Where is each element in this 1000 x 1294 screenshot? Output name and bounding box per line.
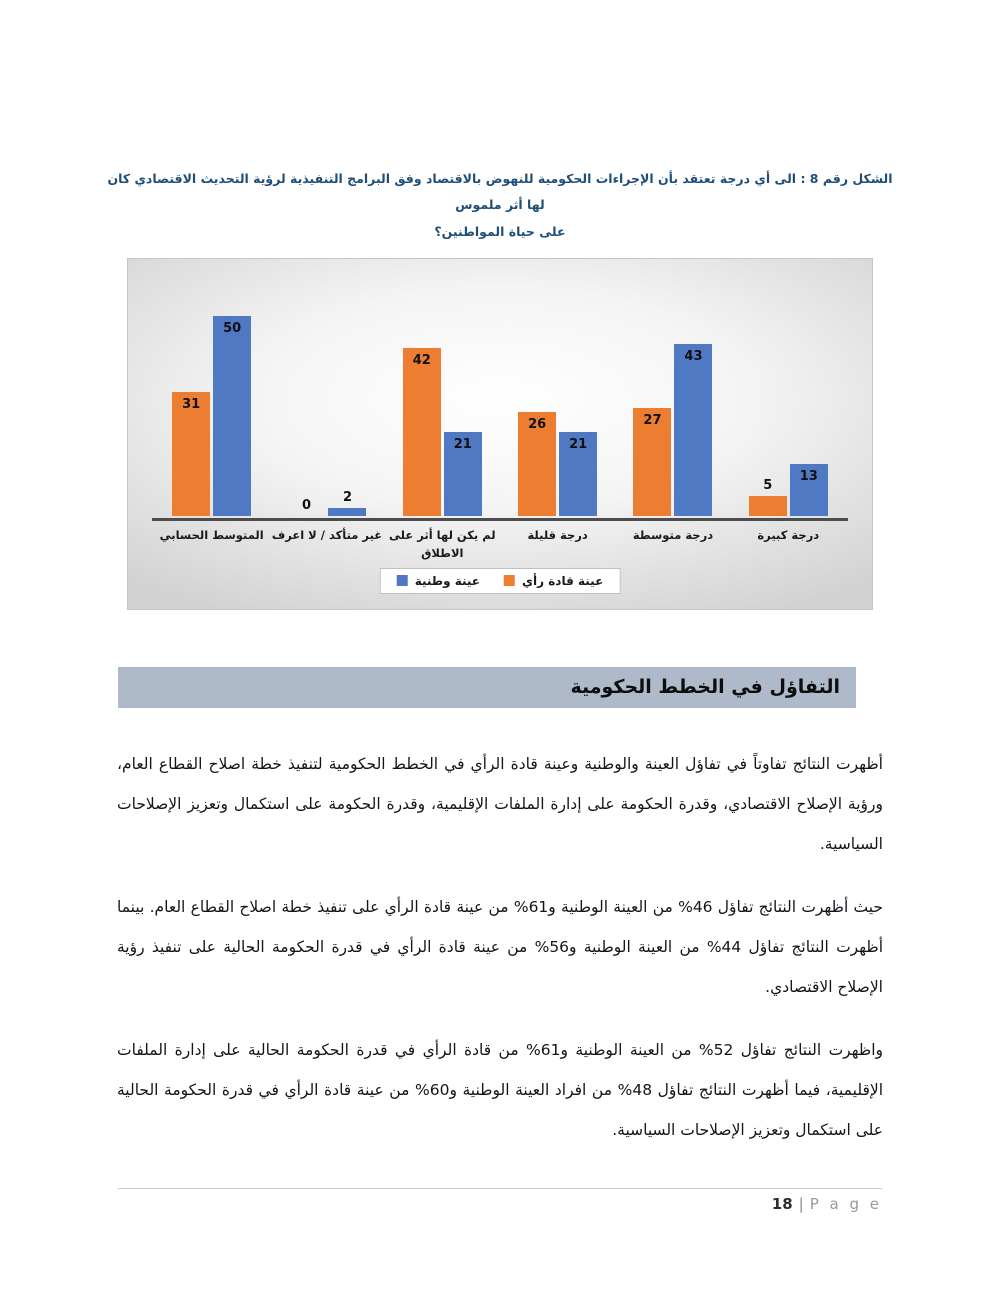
bar-group	[287, 489, 366, 516]
bar-value-label: 21	[453, 436, 472, 452]
bar-value-label: 13	[799, 468, 818, 484]
bar	[328, 489, 366, 516]
body-text	[117, 744, 883, 1150]
bar-value-label: 5	[763, 477, 773, 493]
footer-page-word: P a g e	[809, 1195, 882, 1213]
chart-groups	[154, 291, 846, 516]
paragraph-3: واظهرت النتائج تفاؤل 52% من العينة الوطنية و61% من قادة الرأي في قدرة الحكومة الحالية على إدارة الملفات الإقليمية، فيما أظهرت النتائج تفاؤل 48% من افراد العينة الوطنية و60% من عينة قادة الرأي في قدرة الحكومة الحالية على استكمال وتعزيز الإصلاحات السياسية.	[117, 1040, 884, 1139]
chart-xlabels	[154, 527, 846, 563]
x-axis-label: لم يكن لها أثر على الاطلاق	[389, 527, 496, 560]
bar-value-label: 0	[301, 497, 311, 513]
x-axis-label: درجة متوسطة	[632, 527, 714, 542]
legend-item	[397, 574, 480, 588]
section-header-text: التفاؤل في الخطط الحكومية	[570, 676, 840, 699]
bar-value-label: 2	[342, 489, 352, 505]
bar	[559, 432, 597, 516]
x-axis-line	[152, 518, 848, 521]
legend-label: عينة قادة رأي	[522, 573, 604, 588]
bar-value-label: 31	[182, 396, 201, 412]
bar	[213, 316, 251, 516]
bar-value-label: 27	[643, 412, 662, 428]
bar-value-label: 42	[412, 352, 431, 368]
footer-separator: |	[798, 1195, 804, 1213]
bar-value-label: 43	[684, 348, 703, 364]
legend-label: عينة وطنية	[414, 573, 481, 588]
bar	[403, 348, 441, 516]
bar-value-label: 26	[528, 416, 547, 432]
bar	[633, 408, 671, 516]
page-number: 18	[771, 1195, 793, 1213]
bar-group	[518, 412, 597, 516]
figure-title-line-1: الشكل رقم 8 : الى أي درجة تعتقد بأن الإجراءات الحكومية للنهوض بالاقتصاد وفق البرامج التنفيذية لرؤية التحديث الاقتصادي كان لها أثر ملموس	[107, 171, 893, 213]
chart-legend	[380, 568, 621, 594]
bar-chart	[127, 258, 873, 610]
legend-swatch-icon	[504, 575, 515, 586]
x-axis-label: غير متأكد / لا اعرف	[271, 527, 383, 542]
x-axis-label: المتوسط الحسابي	[159, 527, 264, 542]
bar	[518, 412, 556, 516]
bar-group	[633, 344, 712, 516]
figure-title-line-2: على حياة المواطنين؟	[434, 223, 566, 239]
figure-title	[100, 166, 900, 245]
legend-swatch-icon	[397, 575, 408, 586]
legend-item	[504, 574, 603, 588]
bar	[790, 464, 828, 516]
page-footer	[118, 1188, 882, 1213]
bar-group	[403, 348, 482, 516]
paragraph-1: أظهرت النتائج تفاوتاً في تفاؤل العينة والوطنية وعينة قادة الرأي في الخطط الحكومية لتنفيذ خطة اصلاح القطاع العام، ورؤية الإصلاح الاقتصادي، وقدرة الحكومة على إدارة الملفات الإقليمية، وقدرة الحكومة على استكمال وتعزيز الإصلاحات السياسية.	[117, 754, 883, 853]
paragraph-2: حيث أظهرت النتائج تفاؤل 46% من العينة الوطنية و61% من عينة قادة الرأي على تنفيذ خطة اصلاح القطاع العام. بينما أظهرت النتائج تفاؤل 44% من العينة الوطنية و56% من عينة قادة الرأي في قدرة الحكومة الحالية على تنفيذ رؤية الإصلاح الاقتصادي.	[117, 897, 883, 996]
section-header-bar	[118, 667, 856, 708]
bar-value-label: 21	[569, 436, 588, 452]
x-axis-label: درجة قليلة	[527, 527, 588, 542]
bar	[444, 432, 482, 516]
bar	[749, 477, 787, 516]
bar-group	[749, 464, 828, 516]
bar	[172, 392, 210, 516]
bar-value-label: 50	[223, 320, 242, 336]
bar-group	[172, 316, 251, 516]
x-axis-label: درجة كبيرة	[757, 527, 820, 542]
bar	[674, 344, 712, 516]
